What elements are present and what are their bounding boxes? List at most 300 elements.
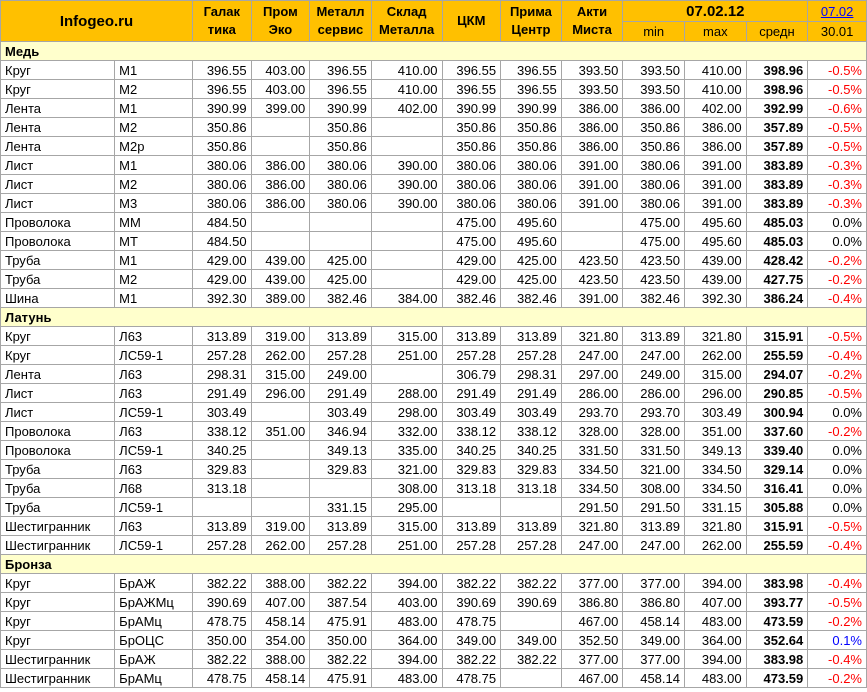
change-cell: -0.5% <box>808 327 867 346</box>
column-header-sklad-metalla: Склад Металла <box>371 1 442 42</box>
price-cell: 429.00 <box>192 251 251 270</box>
price-cell: 380.06 <box>501 156 562 175</box>
min-cell: 350.86 <box>623 118 685 137</box>
price-cell: 380.06 <box>442 156 501 175</box>
table-row <box>1 213 867 232</box>
max-cell: 296.00 <box>684 384 746 403</box>
price-cell: 262.00 <box>251 346 310 365</box>
product-cell: Труба <box>1 270 115 289</box>
price-cell: 475.00 <box>442 232 501 251</box>
product-cell: Круг <box>1 612 115 631</box>
price-cell: 313.89 <box>501 517 562 536</box>
price-cell: 403.00 <box>251 80 310 99</box>
grade-cell: М1 <box>115 99 193 118</box>
price-cell: 403.00 <box>371 593 442 612</box>
avg-cell: 315.91 <box>746 517 808 536</box>
price-cell: 340.25 <box>501 441 562 460</box>
price-cell <box>371 365 442 384</box>
product-cell: Шестигранник <box>1 536 115 555</box>
price-cell: 313.89 <box>192 517 251 536</box>
price-cell <box>561 232 623 251</box>
product-cell: Круг <box>1 346 115 365</box>
change-cell: -0.5% <box>808 137 867 156</box>
max-cell: 321.80 <box>684 517 746 536</box>
price-cell: 388.00 <box>251 574 310 593</box>
price-cell: 350.86 <box>442 118 501 137</box>
price-cell <box>251 498 310 517</box>
price-cell: 410.00 <box>371 80 442 99</box>
price-cell: 390.69 <box>501 593 562 612</box>
min-cell: 377.00 <box>623 574 685 593</box>
min-header: min <box>623 22 685 42</box>
max-cell: 483.00 <box>684 669 746 688</box>
price-cell: 390.00 <box>371 156 442 175</box>
price-cell: 308.00 <box>371 479 442 498</box>
min-cell: 386.80 <box>623 593 685 612</box>
avg-cell: 255.59 <box>746 346 808 365</box>
table-body <box>1 42 867 688</box>
price-cell: 291.50 <box>561 498 623 517</box>
change-cell: -0.4% <box>808 346 867 365</box>
max-cell: 410.00 <box>684 80 746 99</box>
table-row <box>1 156 867 175</box>
table-row <box>1 175 867 194</box>
group-title: Медь <box>1 42 867 61</box>
avg-cell: 485.03 <box>746 213 808 232</box>
grade-cell: Л63 <box>115 517 193 536</box>
min-cell: 291.50 <box>623 498 685 517</box>
price-cell: 313.18 <box>192 479 251 498</box>
product-cell: Круг <box>1 80 115 99</box>
grade-cell: М2 <box>115 270 193 289</box>
price-cell <box>251 441 310 460</box>
price-cell: 382.22 <box>442 574 501 593</box>
price-cell: 382.22 <box>442 650 501 669</box>
grade-cell: ЛС59-1 <box>115 403 193 422</box>
grade-cell: ЛС59-1 <box>115 536 193 555</box>
price-cell <box>371 270 442 289</box>
product-cell: Шестигранник <box>1 517 115 536</box>
avg-cell: 290.85 <box>746 384 808 403</box>
grade-cell: Л63 <box>115 327 193 346</box>
max-cell: 386.00 <box>684 118 746 137</box>
grade-cell: ЛС59-1 <box>115 441 193 460</box>
table-row <box>1 384 867 403</box>
min-cell: 380.06 <box>623 194 685 213</box>
price-cell: 350.86 <box>310 137 372 156</box>
min-cell: 349.00 <box>623 631 685 650</box>
price-cell: 313.18 <box>501 479 562 498</box>
price-cell: 315.00 <box>251 365 310 384</box>
price-cell: 329.83 <box>442 460 501 479</box>
avg-cell: 316.41 <box>746 479 808 498</box>
price-cell: 390.99 <box>442 99 501 118</box>
grade-cell: ЛС59-1 <box>115 346 193 365</box>
change-cell: 0.0% <box>808 479 867 498</box>
grade-cell: ЛС59-1 <box>115 498 193 517</box>
max-cell: 407.00 <box>684 593 746 612</box>
price-cell: 313.89 <box>310 517 372 536</box>
group-row <box>1 555 867 574</box>
price-cell: 396.55 <box>310 80 372 99</box>
table-header <box>1 1 867 42</box>
price-cell: 350.00 <box>310 631 372 650</box>
price-cell: 478.75 <box>192 612 251 631</box>
price-cell: 331.15 <box>310 498 372 517</box>
price-cell: 380.06 <box>442 175 501 194</box>
price-cell: 390.99 <box>310 99 372 118</box>
avg-cell: 398.96 <box>746 80 808 99</box>
grade-cell: М2р <box>115 137 193 156</box>
price-cell: 251.00 <box>371 536 442 555</box>
change-cell: -0.4% <box>808 574 867 593</box>
price-cell: 478.75 <box>442 669 501 688</box>
max-cell: 439.00 <box>684 270 746 289</box>
max-cell: 315.00 <box>684 365 746 384</box>
price-cell: 313.89 <box>501 327 562 346</box>
price-cell: 350.86 <box>501 118 562 137</box>
price-cell: 332.00 <box>371 422 442 441</box>
price-cell: 329.83 <box>310 460 372 479</box>
price-cell <box>251 403 310 422</box>
price-cell: 315.00 <box>371 327 442 346</box>
product-cell: Шестигранник <box>1 650 115 669</box>
change-cell: -0.5% <box>808 384 867 403</box>
max-cell: 483.00 <box>684 612 746 631</box>
price-cell: 350.86 <box>192 118 251 137</box>
price-cell: 410.00 <box>371 61 442 80</box>
min-cell: 331.50 <box>623 441 685 460</box>
price-cell: 303.49 <box>310 403 372 422</box>
price-cell: 247.00 <box>561 346 623 365</box>
price-cell: 423.50 <box>561 270 623 289</box>
price-cell: 340.25 <box>192 441 251 460</box>
max-cell: 262.00 <box>684 536 746 555</box>
price-cell: 458.14 <box>251 669 310 688</box>
price-cell <box>371 251 442 270</box>
price-cell <box>251 213 310 232</box>
grade-cell: М1 <box>115 156 193 175</box>
max-cell: 303.49 <box>684 403 746 422</box>
price-cell: 298.31 <box>192 365 251 384</box>
price-cell: 288.00 <box>371 384 442 403</box>
price-cell: 380.06 <box>192 194 251 213</box>
price-cell: 407.00 <box>251 593 310 612</box>
price-cell: 350.00 <box>192 631 251 650</box>
max-cell: 392.30 <box>684 289 746 308</box>
price-cell: 386.00 <box>251 175 310 194</box>
change-cell: -0.5% <box>808 118 867 137</box>
max-cell: 402.00 <box>684 99 746 118</box>
price-cell: 335.00 <box>371 441 442 460</box>
group-title: Бронза <box>1 555 867 574</box>
price-cell: 257.28 <box>310 536 372 555</box>
price-cell: 382.22 <box>192 574 251 593</box>
price-cell: 393.50 <box>561 80 623 99</box>
grade-cell: М2 <box>115 80 193 99</box>
price-cell: 380.06 <box>310 156 372 175</box>
price-cell: 483.00 <box>371 669 442 688</box>
min-cell: 249.00 <box>623 365 685 384</box>
column-header-galaktika: Галак тика <box>192 1 251 42</box>
price-cell: 257.28 <box>442 536 501 555</box>
price-cell: 386.00 <box>251 194 310 213</box>
change-cell: -0.2% <box>808 422 867 441</box>
price-cell: 396.55 <box>192 61 251 80</box>
price-cell: 350.86 <box>501 137 562 156</box>
max-cell: 495.60 <box>684 213 746 232</box>
min-cell: 293.70 <box>623 403 685 422</box>
price-cell: 495.60 <box>501 232 562 251</box>
price-cell: 392.30 <box>192 289 251 308</box>
max-cell: 391.00 <box>684 156 746 175</box>
price-cell <box>251 479 310 498</box>
price-cell: 329.83 <box>501 460 562 479</box>
change-cell: -0.2% <box>808 612 867 631</box>
price-cell: 475.91 <box>310 612 372 631</box>
min-cell: 321.00 <box>623 460 685 479</box>
price-cell: 396.55 <box>310 61 372 80</box>
price-cell: 377.00 <box>561 574 623 593</box>
change-cell: -0.3% <box>808 194 867 213</box>
price-cell <box>561 213 623 232</box>
grade-cell: М2 <box>115 175 193 194</box>
avg-cell: 383.98 <box>746 574 808 593</box>
min-cell: 475.00 <box>623 232 685 251</box>
change-cell: -0.2% <box>808 669 867 688</box>
table-row <box>1 422 867 441</box>
price-cell: 386.00 <box>561 99 623 118</box>
price-cell: 382.22 <box>192 650 251 669</box>
price-cell: 257.28 <box>501 536 562 555</box>
price-cell <box>371 213 442 232</box>
site-logo[interactable]: Infogeo.ru <box>1 1 193 42</box>
change-cell: 0.1% <box>808 631 867 650</box>
product-cell: Круг <box>1 631 115 650</box>
price-cell: 458.14 <box>251 612 310 631</box>
price-cell: 396.55 <box>442 80 501 99</box>
min-cell: 328.00 <box>623 422 685 441</box>
price-cell: 313.89 <box>442 327 501 346</box>
table-row <box>1 289 867 308</box>
change-cell: -0.5% <box>808 517 867 536</box>
price-cell: 338.12 <box>501 422 562 441</box>
price-cell <box>371 137 442 156</box>
table-row <box>1 403 867 422</box>
min-cell: 380.06 <box>623 156 685 175</box>
price-cell: 429.00 <box>442 270 501 289</box>
price-cell: 391.00 <box>561 194 623 213</box>
product-cell: Лента <box>1 99 115 118</box>
min-cell: 377.00 <box>623 650 685 669</box>
price-cell: 384.00 <box>371 289 442 308</box>
table-row <box>1 479 867 498</box>
table-row <box>1 612 867 631</box>
group-row <box>1 308 867 327</box>
min-cell: 313.89 <box>623 517 685 536</box>
grade-cell: М1 <box>115 61 193 80</box>
price-cell: 380.06 <box>310 175 372 194</box>
price-cell: 257.28 <box>192 536 251 555</box>
price-cell: 439.00 <box>251 251 310 270</box>
price-cell: 313.89 <box>442 517 501 536</box>
table-row <box>1 251 867 270</box>
grade-cell: БрАМц <box>115 669 193 688</box>
price-cell: 321.80 <box>561 517 623 536</box>
price-cell: 303.49 <box>442 403 501 422</box>
price-cell: 251.00 <box>371 346 442 365</box>
price-cell: 387.54 <box>310 593 372 612</box>
price-cell: 386.80 <box>561 593 623 612</box>
product-cell: Проволока <box>1 441 115 460</box>
change-cell: -0.4% <box>808 536 867 555</box>
max-cell: 391.00 <box>684 175 746 194</box>
grade-cell: М1 <box>115 251 193 270</box>
price-cell: 331.50 <box>561 441 623 460</box>
price-cell: 388.00 <box>251 650 310 669</box>
price-cell: 483.00 <box>371 612 442 631</box>
price-cell: 257.28 <box>310 346 372 365</box>
avg-cell: 383.98 <box>746 650 808 669</box>
price-cell: 329.83 <box>192 460 251 479</box>
price-cell: 350.86 <box>442 137 501 156</box>
change-cell: -0.5% <box>808 593 867 612</box>
grade-cell: Л63 <box>115 384 193 403</box>
column-header-tskm: ЦКМ <box>442 1 501 42</box>
price-cell: 394.00 <box>371 574 442 593</box>
table-row <box>1 99 867 118</box>
max-cell: 351.00 <box>684 422 746 441</box>
price-cell: 321.00 <box>371 460 442 479</box>
price-cell: 386.00 <box>561 137 623 156</box>
price-cell: 313.18 <box>442 479 501 498</box>
change-cell: 0.0% <box>808 403 867 422</box>
price-cell: 478.75 <box>192 669 251 688</box>
price-cell: 297.00 <box>561 365 623 384</box>
price-cell: 495.60 <box>501 213 562 232</box>
change-cell: -0.3% <box>808 175 867 194</box>
price-cell: 396.55 <box>442 61 501 80</box>
min-cell: 475.00 <box>623 213 685 232</box>
price-cell: 390.99 <box>192 99 251 118</box>
price-cell: 425.00 <box>501 270 562 289</box>
table-row <box>1 118 867 137</box>
price-cell: 382.46 <box>501 289 562 308</box>
price-cell <box>371 232 442 251</box>
avg-cell: 255.59 <box>746 536 808 555</box>
change-cell: -0.2% <box>808 365 867 384</box>
avg-cell: 473.59 <box>746 612 808 631</box>
price-cell: 484.50 <box>192 232 251 251</box>
avg-cell: 339.40 <box>746 441 808 460</box>
price-cell: 349.00 <box>501 631 562 650</box>
product-cell: Круг <box>1 593 115 612</box>
table-row <box>1 631 867 650</box>
price-cell: 291.49 <box>192 384 251 403</box>
column-header-prima-centr: Прима Центр <box>501 1 562 42</box>
column-header-aktimista: Акти Миста <box>561 1 623 42</box>
product-cell: Круг <box>1 61 115 80</box>
max-cell: 334.50 <box>684 460 746 479</box>
grade-cell: БрАЖ <box>115 574 193 593</box>
max-cell: 331.15 <box>684 498 746 517</box>
table-row <box>1 327 867 346</box>
change-date-link[interactable]: 07.02 <box>808 1 867 22</box>
max-cell: 410.00 <box>684 61 746 80</box>
price-cell <box>442 498 501 517</box>
price-cell <box>251 232 310 251</box>
grade-cell: Л63 <box>115 422 193 441</box>
grade-cell: Л68 <box>115 479 193 498</box>
min-cell: 308.00 <box>623 479 685 498</box>
price-cell: 467.00 <box>561 669 623 688</box>
price-cell: 338.12 <box>442 422 501 441</box>
price-cell: 319.00 <box>251 327 310 346</box>
price-cell: 338.12 <box>192 422 251 441</box>
price-cell: 390.99 <box>501 99 562 118</box>
grade-cell: М3 <box>115 194 193 213</box>
avg-cell: 337.60 <box>746 422 808 441</box>
avg-cell: 383.89 <box>746 175 808 194</box>
price-cell: 380.06 <box>442 194 501 213</box>
change-cell: -0.5% <box>808 80 867 99</box>
price-cell: 425.00 <box>310 251 372 270</box>
product-cell: Лист <box>1 403 115 422</box>
column-header-metallservis: Металл сервис <box>310 1 372 42</box>
product-cell: Шестигранник <box>1 669 115 688</box>
price-cell: 328.00 <box>561 422 623 441</box>
max-cell: 349.13 <box>684 441 746 460</box>
max-cell: 394.00 <box>684 650 746 669</box>
change-cell: -0.3% <box>808 156 867 175</box>
column-header-promeko: Пром Эко <box>251 1 310 42</box>
price-cell: 380.06 <box>310 194 372 213</box>
table-row <box>1 346 867 365</box>
price-cell <box>501 612 562 631</box>
grade-cell: БрАЖ <box>115 650 193 669</box>
price-cell: 390.00 <box>371 175 442 194</box>
price-cell: 429.00 <box>192 270 251 289</box>
table-row <box>1 270 867 289</box>
price-cell: 295.00 <box>371 498 442 517</box>
min-cell: 393.50 <box>623 80 685 99</box>
price-cell: 351.00 <box>251 422 310 441</box>
avg-cell: 386.24 <box>746 289 808 308</box>
price-cell: 439.00 <box>251 270 310 289</box>
product-cell: Лист <box>1 194 115 213</box>
date-header: 07.02.12 <box>623 1 808 22</box>
max-cell: 364.00 <box>684 631 746 650</box>
min-cell: 247.00 <box>623 346 685 365</box>
price-cell: 257.28 <box>442 346 501 365</box>
avg-cell: 352.64 <box>746 631 808 650</box>
change-cell: -0.4% <box>808 289 867 308</box>
change-cell: 0.0% <box>808 498 867 517</box>
avg-cell: 428.42 <box>746 251 808 270</box>
change-base-date: 30.01 <box>808 22 867 42</box>
price-cell: 386.00 <box>251 156 310 175</box>
price-cell: 386.00 <box>561 118 623 137</box>
price-cell: 391.00 <box>561 156 623 175</box>
table-row <box>1 536 867 555</box>
price-cell: 382.22 <box>310 574 372 593</box>
max-cell: 394.00 <box>684 574 746 593</box>
price-cell: 346.94 <box>310 422 372 441</box>
avg-cell: 305.88 <box>746 498 808 517</box>
price-cell <box>310 479 372 498</box>
product-cell: Труба <box>1 251 115 270</box>
table-row <box>1 365 867 384</box>
